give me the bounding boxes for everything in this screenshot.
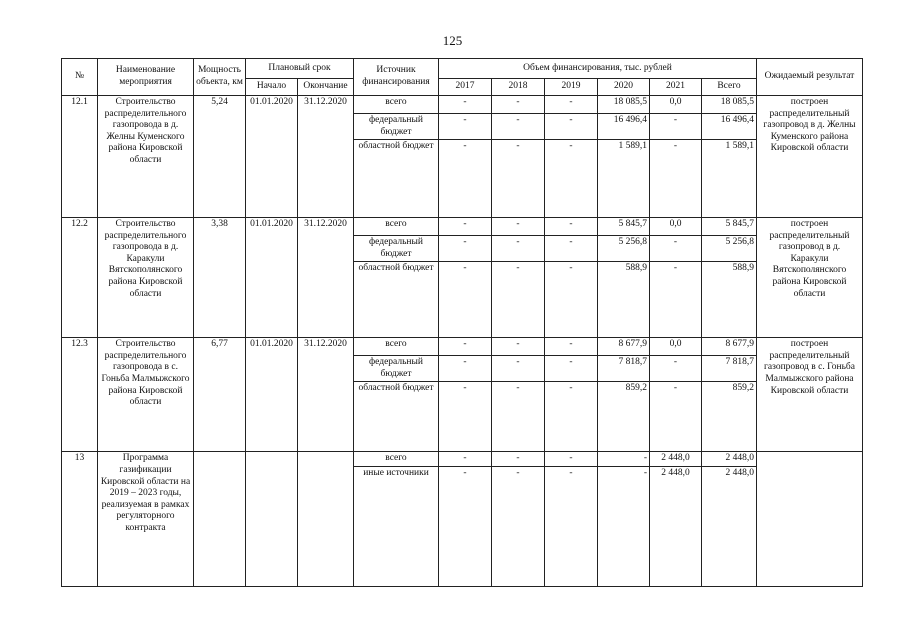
year-value: - bbox=[545, 96, 598, 114]
total-value: 588,9 bbox=[702, 262, 757, 338]
table-row bbox=[62, 338, 863, 356]
total-value: 18 085,5 bbox=[702, 96, 757, 114]
row-number: 12.1 bbox=[62, 96, 98, 218]
year-value: - bbox=[492, 140, 545, 218]
capacity-value: 6,77 bbox=[194, 338, 246, 452]
end-date: 31.12.2020 bbox=[298, 96, 354, 218]
capacity-value: 5,24 bbox=[194, 96, 246, 218]
year-value: - bbox=[545, 218, 598, 236]
year-value: - bbox=[545, 338, 598, 356]
year-value: - bbox=[492, 467, 545, 587]
total-value: 7 818,7 bbox=[702, 356, 757, 382]
year-value: - bbox=[650, 382, 702, 452]
start-date: 01.01.2020 bbox=[246, 96, 298, 218]
year-value: 2 448,0 bbox=[650, 467, 702, 587]
total-value: 1 589,1 bbox=[702, 140, 757, 218]
year-value: - bbox=[439, 356, 492, 382]
expected-result: построен распределительный газопровод в д. Каракули Вятскополянского района Кировской области bbox=[757, 218, 863, 338]
year-value: 588,9 bbox=[598, 262, 650, 338]
year-value: - bbox=[492, 356, 545, 382]
year-value: 859,2 bbox=[598, 382, 650, 452]
table-header bbox=[62, 59, 863, 96]
row-number: 12.3 bbox=[62, 338, 98, 452]
year-value: - bbox=[439, 140, 492, 218]
year-value: - bbox=[439, 96, 492, 114]
funding-source: всего bbox=[354, 218, 439, 236]
year-value: - bbox=[650, 114, 702, 140]
funding-source: иные источники bbox=[354, 467, 439, 587]
table-row bbox=[62, 218, 863, 236]
capacity-value bbox=[194, 452, 246, 587]
header-name: Наименование мероприятия bbox=[98, 59, 194, 96]
table-row bbox=[62, 452, 863, 467]
start-date bbox=[246, 452, 298, 587]
year-value: - bbox=[545, 140, 598, 218]
year-value: - bbox=[492, 96, 545, 114]
year-value: - bbox=[545, 356, 598, 382]
header-result: Ожидаемый результат bbox=[757, 59, 863, 96]
end-date: 31.12.2020 bbox=[298, 338, 354, 452]
table-body bbox=[62, 96, 863, 587]
year-value: - bbox=[439, 338, 492, 356]
year-value: - bbox=[650, 140, 702, 218]
year-value: - bbox=[598, 452, 650, 467]
year-value: 5 256,8 bbox=[598, 236, 650, 262]
header-year: 2017 bbox=[439, 79, 492, 96]
year-value: - bbox=[439, 382, 492, 452]
total-value: 5 845,7 bbox=[702, 218, 757, 236]
year-value: 18 085,5 bbox=[598, 96, 650, 114]
year-value: - bbox=[650, 356, 702, 382]
year-value: - bbox=[439, 114, 492, 140]
total-value: 859,2 bbox=[702, 382, 757, 452]
header-planned-term: Плановый срок bbox=[246, 59, 354, 79]
year-value: 5 845,7 bbox=[598, 218, 650, 236]
year-value: - bbox=[545, 262, 598, 338]
year-value: - bbox=[545, 236, 598, 262]
total-value: 5 256,8 bbox=[702, 236, 757, 262]
year-value: - bbox=[439, 262, 492, 338]
page-number: 125 bbox=[442, 33, 463, 48]
year-value: - bbox=[598, 467, 650, 587]
header-year: 2021 bbox=[650, 79, 702, 96]
total-value: 2 448,0 bbox=[702, 452, 757, 467]
row-number: 12.2 bbox=[62, 218, 98, 338]
funding-source: федеральный бюджет bbox=[354, 114, 439, 140]
total-value: 8 677,9 bbox=[702, 338, 757, 356]
year-value: - bbox=[439, 218, 492, 236]
header-end: Окончание bbox=[298, 79, 354, 96]
activity-name: Строительство распределительного газопровода в д. Каракули Вятскополянского района Кировской области bbox=[98, 218, 194, 338]
funding-source: федеральный бюджет bbox=[354, 236, 439, 262]
year-value: - bbox=[650, 236, 702, 262]
financing-table bbox=[61, 58, 863, 587]
funding-source: областной бюджет bbox=[354, 382, 439, 452]
year-value: - bbox=[492, 262, 545, 338]
capacity-value: 3,38 bbox=[194, 218, 246, 338]
year-value: 8 677,9 bbox=[598, 338, 650, 356]
year-value: - bbox=[492, 114, 545, 140]
header-year: 2020 bbox=[598, 79, 650, 96]
header-num: № bbox=[62, 59, 98, 96]
expected-result bbox=[757, 452, 863, 587]
year-value: - bbox=[439, 467, 492, 587]
start-date: 01.01.2020 bbox=[246, 338, 298, 452]
header-funding: Объем финансирования, тыс. рублей bbox=[439, 59, 757, 79]
start-date: 01.01.2020 bbox=[246, 218, 298, 338]
header-source: Источник финансирования bbox=[354, 59, 439, 96]
activity-name: Строительство распределительного газопровода в д. Желны Куменского района Кировской области bbox=[98, 96, 194, 218]
row-number: 13 bbox=[62, 452, 98, 587]
funding-source: всего bbox=[354, 338, 439, 356]
end-date: 31.12.2020 bbox=[298, 218, 354, 338]
expected-result: построен распределительный газопровод в с. Гоньба Малмыжского района Кировской области bbox=[757, 338, 863, 452]
expected-result: построен распределительный газопровод в д. Желны Куменского района Кировской области bbox=[757, 96, 863, 218]
year-value: - bbox=[492, 452, 545, 467]
year-value: 2 448,0 bbox=[650, 452, 702, 467]
year-value: 0,0 bbox=[650, 338, 702, 356]
table-row bbox=[62, 96, 863, 114]
header-capacity: Мощность объекта, км bbox=[194, 59, 246, 96]
total-value: 2 448,0 bbox=[702, 467, 757, 587]
year-value: - bbox=[492, 236, 545, 262]
funding-source: областной бюджет bbox=[354, 262, 439, 338]
year-value: 0,0 bbox=[650, 96, 702, 114]
funding-source: областной бюджет bbox=[354, 140, 439, 218]
year-value: - bbox=[492, 382, 545, 452]
year-value: 7 818,7 bbox=[598, 356, 650, 382]
year-value: - bbox=[492, 338, 545, 356]
year-value: - bbox=[545, 452, 598, 467]
year-value: - bbox=[439, 452, 492, 467]
end-date bbox=[298, 452, 354, 587]
funding-source: федеральный бюджет bbox=[354, 356, 439, 382]
year-value: - bbox=[439, 236, 492, 262]
year-value: - bbox=[650, 262, 702, 338]
header-year: 2018 bbox=[492, 79, 545, 96]
year-value: - bbox=[545, 382, 598, 452]
year-value: - bbox=[492, 218, 545, 236]
year-value: 0,0 bbox=[650, 218, 702, 236]
header-year: 2019 bbox=[545, 79, 598, 96]
funding-source: всего bbox=[354, 452, 439, 467]
activity-name: Программа газификации Кировской области на 2019 – 2023 годы, реализуемая в рамках регуляторного контракта bbox=[98, 452, 194, 587]
total-value: 16 496,4 bbox=[702, 114, 757, 140]
header-total: Всего bbox=[702, 79, 757, 96]
year-value: 1 589,1 bbox=[598, 140, 650, 218]
funding-source: всего bbox=[354, 96, 439, 114]
year-value: - bbox=[545, 114, 598, 140]
activity-name: Строительство распределительного газопровода в с. Гоньба Малмыжского района Кировской области bbox=[98, 338, 194, 452]
year-value: 16 496,4 bbox=[598, 114, 650, 140]
header-start: Начало bbox=[246, 79, 298, 96]
year-value: - bbox=[545, 467, 598, 587]
